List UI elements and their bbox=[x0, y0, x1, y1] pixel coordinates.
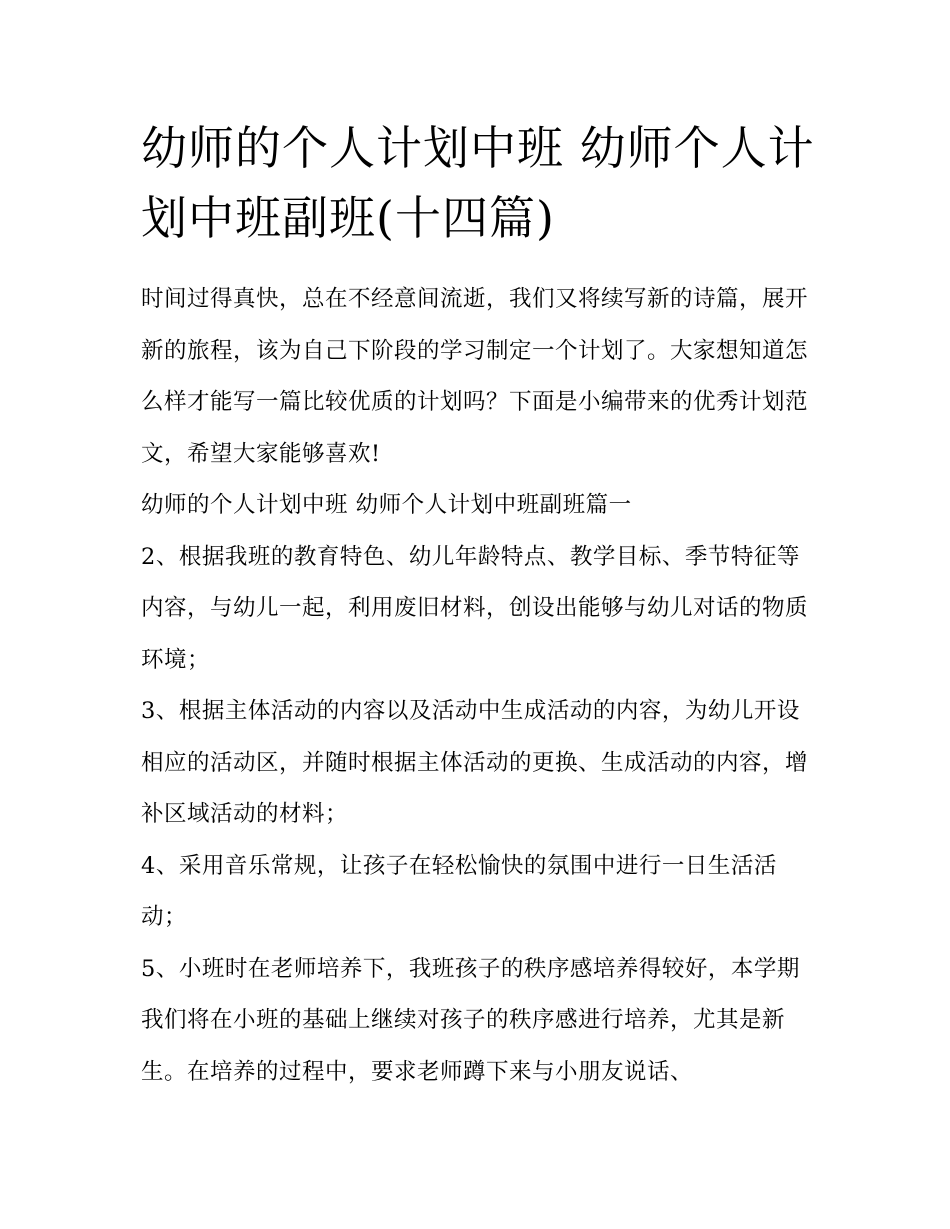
section-heading: 幼师的个人计划中班 幼师个人计划中班副班篇一 bbox=[141, 492, 632, 518]
list-item-3: 3、根据主体活动的内容以及活动中生成活动的内容，为幼儿开设相应的活动区，并随时根据主体活动的更换、生成活动的内容，增补区域活动的材料； bbox=[141, 698, 809, 827]
list-item-4: 4、采用音乐常规，让孩子在轻松愉快的氛围中进行一日生活活动； bbox=[141, 852, 777, 930]
document-page bbox=[141, 113, 821, 1098]
list-item-2: 2、根据我班的教育特色、幼儿年龄特点、教学目标、季节特征等内容，与幼儿一起，利用废旧材料，创设出能够与幼儿对话的物质环境； bbox=[141, 543, 809, 673]
intro-paragraph: 时间过得真快，总在不经意间流逝，我们又将续写新的诗篇，展开新的旅程，该为自己下阶段的学习制定一个计划了。大家想知道怎么样才能写一篇比较优质的计划吗？下面是小编带来的优秀计划范文，希望大家能够喜欢! bbox=[141, 286, 809, 467]
list-item-5: 5、小班时在老师培养下，我班孩子的秩序感培养得较好，本学期我们将在小班的基础上继续对孩子的秩序感进行培养，尤其是新生。在培养的过程中，要求老师蹲下来与小朋友说话、 bbox=[141, 955, 800, 1085]
document-title: 幼师的个人计划中班 幼师个人计划中班副班(十四篇) bbox=[141, 121, 815, 245]
